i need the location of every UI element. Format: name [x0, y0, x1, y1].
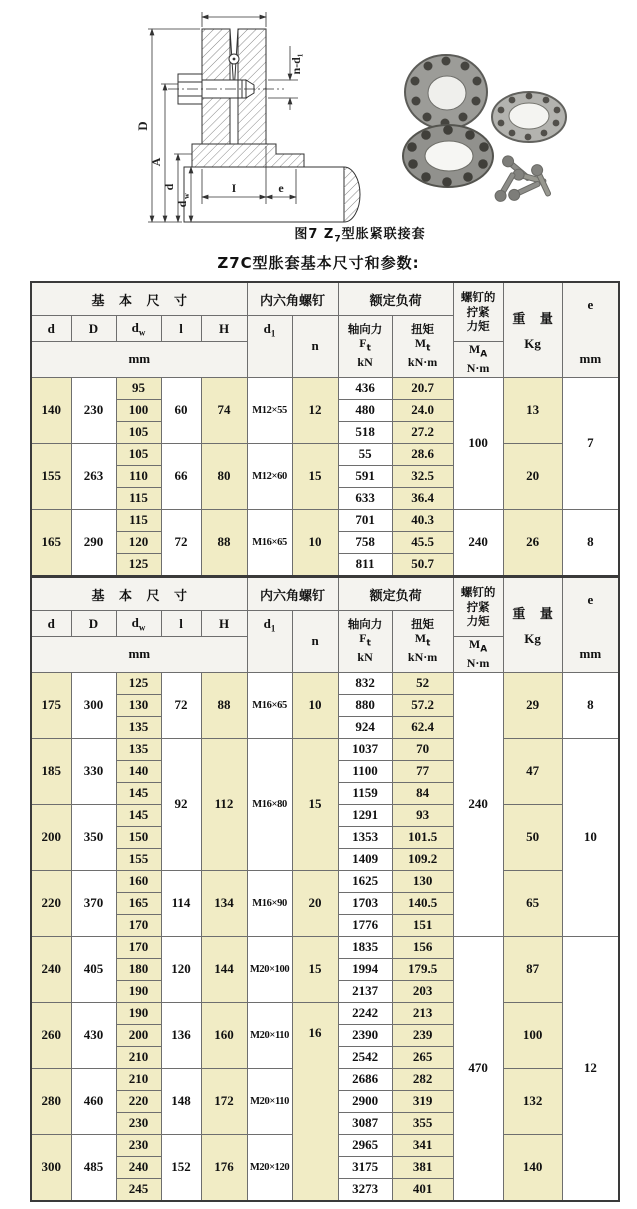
cell-col7: 2242	[338, 1002, 392, 1024]
cell-col10: 140	[503, 1134, 562, 1201]
cell-col7: 1835	[338, 936, 392, 958]
cell-col6: 16	[292, 1002, 338, 1201]
cell-col2: 190	[116, 980, 161, 1002]
cell-col7: 436	[338, 377, 392, 399]
cell-col8: 28.6	[392, 443, 453, 465]
cell-col8: 265	[392, 1046, 453, 1068]
cell-col3: 148	[161, 1068, 201, 1134]
header-unit-mm: mm	[31, 342, 247, 378]
cell-col2: 110	[116, 465, 161, 487]
cell-col7: 1409	[338, 848, 392, 870]
header-col-axial-force: 轴向力 $F_t$ kN	[338, 611, 392, 673]
cell-col3: 72	[161, 672, 201, 738]
header-col-axial-force: 轴向力 $F_t$ kN	[338, 316, 392, 378]
cell-col8: 24.0	[392, 399, 453, 421]
table2-body	[31, 672, 619, 1201]
cell-col8: 156	[392, 936, 453, 958]
cell-col7: 1291	[338, 804, 392, 826]
cell-col9: 240	[453, 509, 503, 576]
header-hex-screw: 内六角螺钉	[247, 282, 338, 316]
cell-col3: 120	[161, 936, 201, 1002]
cell-col7: 480	[338, 399, 392, 421]
cell-col2: 240	[116, 1156, 161, 1178]
cell-col1: 330	[71, 738, 116, 804]
header-col-d1: $d_1$	[247, 611, 292, 673]
cell-col5: M16×65	[247, 672, 292, 738]
header-unit-mm: mm	[31, 637, 247, 673]
header-tightening-torque: 螺钉的 拧紧 力矩	[453, 282, 503, 342]
cell-col2: 155	[116, 848, 161, 870]
cell-col8: 52	[392, 672, 453, 694]
cell-col10: 50	[503, 804, 562, 870]
cell-col2: 170	[116, 914, 161, 936]
cell-col2: 95	[116, 377, 161, 399]
cell-col8: 84	[392, 782, 453, 804]
cell-col5: M12×55	[247, 377, 292, 443]
cell-col8: 239	[392, 1024, 453, 1046]
cell-col2: 165	[116, 892, 161, 914]
svg-text:w: w	[182, 193, 191, 199]
cell-col2: 115	[116, 509, 161, 531]
cell-col7: 1625	[338, 870, 392, 892]
cell-col7: 832	[338, 672, 392, 694]
cell-col3: 136	[161, 1002, 201, 1068]
cell-col5: M16×80	[247, 738, 292, 870]
cell-col8: 62.4	[392, 716, 453, 738]
cell-col7: 55	[338, 443, 392, 465]
cell-col7: 2686	[338, 1068, 392, 1090]
cell-col1: 460	[71, 1068, 116, 1134]
cell-col5: M16×65	[247, 509, 292, 576]
cell-col2: 210	[116, 1068, 161, 1090]
table-row	[31, 936, 619, 958]
header-col-l: l	[161, 611, 201, 637]
cell-col2: 245	[116, 1178, 161, 1201]
cell-col0: 260	[31, 1002, 71, 1068]
cell-col10: 100	[503, 1002, 562, 1068]
header-col-D: D	[71, 316, 116, 342]
cell-col7: 633	[338, 487, 392, 509]
cell-col2: 135	[116, 716, 161, 738]
cell-col7: 880	[338, 694, 392, 716]
cell-col4: 160	[201, 1002, 247, 1068]
cell-col6: 20	[292, 870, 338, 936]
cell-col2: 230	[116, 1112, 161, 1134]
header-col-torque: 扭矩 $M_t$ kN·m	[392, 611, 453, 673]
cell-col7: 1037	[338, 738, 392, 760]
dim-label-e: e	[278, 181, 284, 195]
cell-col9: 470	[453, 936, 503, 1201]
cell-col8: 27.2	[392, 421, 453, 443]
cell-col2: 160	[116, 870, 161, 892]
cell-col7: 1100	[338, 760, 392, 782]
header-col-n: n	[292, 316, 338, 378]
cell-col4: 134	[201, 870, 247, 936]
collar-section	[192, 144, 304, 167]
cell-col8: 77	[392, 760, 453, 782]
cell-col2: 210	[116, 1046, 161, 1068]
cell-col8: 203	[392, 980, 453, 1002]
cell-col0: 175	[31, 672, 71, 738]
cell-col11: 10	[562, 738, 619, 936]
cell-col10: 132	[503, 1068, 562, 1134]
cell-col8: 319	[392, 1090, 453, 1112]
header-col-H: H	[201, 611, 247, 637]
cell-col4: 88	[201, 509, 247, 576]
cell-col1: 290	[71, 509, 116, 576]
cell-col7: 1703	[338, 892, 392, 914]
svg-text:d: d	[175, 200, 189, 208]
dim-label-A: A	[149, 157, 163, 167]
header-col-l: l	[161, 316, 201, 342]
cell-col3: 72	[161, 509, 201, 576]
header-col-n: n	[292, 611, 338, 673]
cell-col10: 13	[503, 377, 562, 443]
cell-col7: 518	[338, 421, 392, 443]
cell-col4: 88	[201, 672, 247, 738]
cell-col2: 120	[116, 531, 161, 553]
cell-col8: 282	[392, 1068, 453, 1090]
cell-col8: 140.5	[392, 892, 453, 914]
cell-col10: 26	[503, 509, 562, 576]
cell-col2: 145	[116, 804, 161, 826]
cell-col2: 200	[116, 1024, 161, 1046]
cell-col8: 40.3	[392, 509, 453, 531]
cell-col7: 811	[338, 553, 392, 576]
cell-col6: 15	[292, 738, 338, 870]
cell-col7: 1353	[338, 826, 392, 848]
cell-col4: 176	[201, 1134, 247, 1201]
table-row	[31, 509, 619, 531]
header-e: e mm	[562, 282, 619, 377]
shaft-end	[344, 167, 360, 222]
cell-col1: 263	[71, 443, 116, 509]
cell-col11: 8	[562, 672, 619, 738]
cell-col2: 100	[116, 399, 161, 421]
header-col-H: H	[201, 316, 247, 342]
cell-col3: 92	[161, 738, 201, 870]
cell-col7: 3087	[338, 1112, 392, 1134]
cell-col10: 47	[503, 738, 562, 804]
cell-col1: 370	[71, 870, 116, 936]
cell-col6: 10	[292, 509, 338, 576]
cell-col2: 150	[116, 826, 161, 848]
cell-col1: 430	[71, 1002, 116, 1068]
cell-col4: 74	[201, 377, 247, 443]
cell-col2: 125	[116, 553, 161, 576]
cell-col4: 144	[201, 936, 247, 1002]
cell-col8: 32.5	[392, 465, 453, 487]
cell-col7: 3175	[338, 1156, 392, 1178]
cell-col8: 341	[392, 1134, 453, 1156]
table-row	[31, 377, 619, 399]
cell-col0: 155	[31, 443, 71, 509]
header-col-ma: $M_A$ N·m	[453, 342, 503, 378]
ring-2	[492, 92, 566, 142]
cell-col7: 1776	[338, 914, 392, 936]
cell-col0: 220	[31, 870, 71, 936]
cell-col5: M20×110	[247, 1068, 292, 1134]
cell-col7: 2965	[338, 1134, 392, 1156]
cell-col3: 152	[161, 1134, 201, 1201]
cell-col8: 50.7	[392, 553, 453, 576]
header-hex-screw: 内六角螺钉	[247, 577, 338, 611]
header-tightening-torque: 螺钉的 拧紧 力矩	[453, 577, 503, 637]
cell-col7: 2542	[338, 1046, 392, 1068]
table-header	[31, 282, 619, 377]
cell-col7: 758	[338, 531, 392, 553]
cell-col2: 105	[116, 443, 161, 465]
page-title: Z7C型胀套基本尺寸和参数:	[217, 254, 420, 272]
cell-col8: 401	[392, 1178, 453, 1201]
cell-col1: 230	[71, 377, 116, 443]
cell-col0: 165	[31, 509, 71, 576]
cell-col8: 381	[392, 1156, 453, 1178]
cell-col8: 151	[392, 914, 453, 936]
header-col-d: d	[31, 611, 71, 637]
cell-col10: 87	[503, 936, 562, 1002]
cell-col1: 300	[71, 672, 116, 738]
cell-col7: 591	[338, 465, 392, 487]
spec-table-1	[30, 281, 620, 577]
cell-col8: 20.7	[392, 377, 453, 399]
product-photo	[388, 44, 573, 209]
cell-col5: M20×110	[247, 1002, 292, 1068]
cell-col0: 280	[31, 1068, 71, 1134]
header-weight: 重 量 Kg	[503, 282, 562, 377]
dim-label-I: I	[231, 181, 237, 195]
figure-caption: 图7 $Z_7$型胀紧联接套	[294, 227, 426, 245]
cell-col0: 140	[31, 377, 71, 443]
header-col-torque: 扭矩 $M_t$ kN·m	[392, 316, 453, 378]
header-col-d1: $d_1$	[247, 316, 292, 378]
cell-col9: 100	[453, 377, 503, 509]
cell-col0: 300	[31, 1134, 71, 1201]
cell-col8: 36.4	[392, 487, 453, 509]
cell-col8: 93	[392, 804, 453, 826]
header-e: e mm	[562, 577, 619, 672]
cell-col8: 130	[392, 870, 453, 892]
header-weight: 重 量 Kg	[503, 577, 562, 672]
dim-label-D: D	[135, 121, 150, 131]
table1-body	[31, 377, 619, 576]
header-rated-load: 额定负荷	[338, 577, 453, 611]
cell-col7: 1994	[338, 958, 392, 980]
table-row	[31, 672, 619, 694]
dim-label-nd1: n-d₁	[289, 53, 303, 75]
cell-col6: 15	[292, 443, 338, 509]
cell-col1: 405	[71, 936, 116, 1002]
cell-col5: M20×120	[247, 1134, 292, 1201]
cell-col3: 66	[161, 443, 201, 509]
cell-col2: 180	[116, 958, 161, 980]
cell-col5: M16×90	[247, 870, 292, 936]
cell-col5: M12×60	[247, 443, 292, 509]
header-rated-load: 额定负荷	[338, 282, 453, 316]
header-col-dw: $d_w$	[116, 611, 161, 637]
cell-col2: 115	[116, 487, 161, 509]
cell-col6: 15	[292, 936, 338, 1002]
table-header	[31, 577, 619, 672]
cell-col10: 29	[503, 672, 562, 738]
cell-col3: 60	[161, 377, 201, 443]
cell-col4: 172	[201, 1068, 247, 1134]
cell-col7: 3273	[338, 1178, 392, 1201]
cell-col2: 105	[116, 421, 161, 443]
cell-col4: 112	[201, 738, 247, 870]
cell-col8: 355	[392, 1112, 453, 1134]
header-col-ma: $M_A$ N·m	[453, 637, 503, 673]
cell-col4: 80	[201, 443, 247, 509]
ring-1	[405, 55, 487, 129]
table-row	[31, 443, 619, 465]
cell-col6: 10	[292, 672, 338, 738]
cell-col2: 170	[116, 936, 161, 958]
cell-col0: 185	[31, 738, 71, 804]
cell-col7: 1159	[338, 782, 392, 804]
technical-drawing	[52, 4, 392, 236]
cell-col0: 240	[31, 936, 71, 1002]
header-col-dw: $d_w$	[116, 316, 161, 342]
cell-col2: 135	[116, 738, 161, 760]
cell-col6: 12	[292, 377, 338, 443]
cell-col2: 130	[116, 694, 161, 716]
header-col-d: d	[31, 316, 71, 342]
cell-col7: 2390	[338, 1024, 392, 1046]
cell-col7: 2137	[338, 980, 392, 1002]
cell-col8: 213	[392, 1002, 453, 1024]
cell-col5: M20×100	[247, 936, 292, 1002]
cell-col2: 140	[116, 760, 161, 782]
cell-col1: 485	[71, 1134, 116, 1201]
cell-col10: 20	[503, 443, 562, 509]
table-row	[31, 870, 619, 892]
ring-3	[403, 125, 493, 187]
cell-col8: 57.2	[392, 694, 453, 716]
cell-col2: 230	[116, 1134, 161, 1156]
cell-col10: 65	[503, 870, 562, 936]
cell-col8: 109.2	[392, 848, 453, 870]
header-basic-dims: 基 本 尺 寸	[31, 282, 247, 316]
cell-col8: 101.5	[392, 826, 453, 848]
cell-col11: 7	[562, 377, 619, 509]
cell-col2: 125	[116, 672, 161, 694]
cell-col1: 350	[71, 804, 116, 870]
cell-col9: 240	[453, 672, 503, 936]
screws	[493, 154, 554, 204]
cell-col7: 2900	[338, 1090, 392, 1112]
table-row	[31, 1002, 619, 1024]
cell-col0: 200	[31, 804, 71, 870]
table-row	[31, 738, 619, 760]
cell-col3: 114	[161, 870, 201, 936]
cell-col11: 8	[562, 509, 619, 576]
cell-col2: 145	[116, 782, 161, 804]
cell-col11: 12	[562, 936, 619, 1201]
cell-col8: 179.5	[392, 958, 453, 980]
cell-col7: 701	[338, 509, 392, 531]
spec-table-2	[30, 576, 620, 1202]
cell-col8: 70	[392, 738, 453, 760]
header-col-D: D	[71, 611, 116, 637]
cell-col8: 45.5	[392, 531, 453, 553]
shaft	[184, 167, 344, 222]
cell-col7: 924	[338, 716, 392, 738]
cell-col2: 190	[116, 1002, 161, 1024]
cell-col2: 220	[116, 1090, 161, 1112]
header-basic-dims: 基 本 尺 寸	[31, 577, 247, 611]
dim-label-d: d	[162, 183, 176, 191]
